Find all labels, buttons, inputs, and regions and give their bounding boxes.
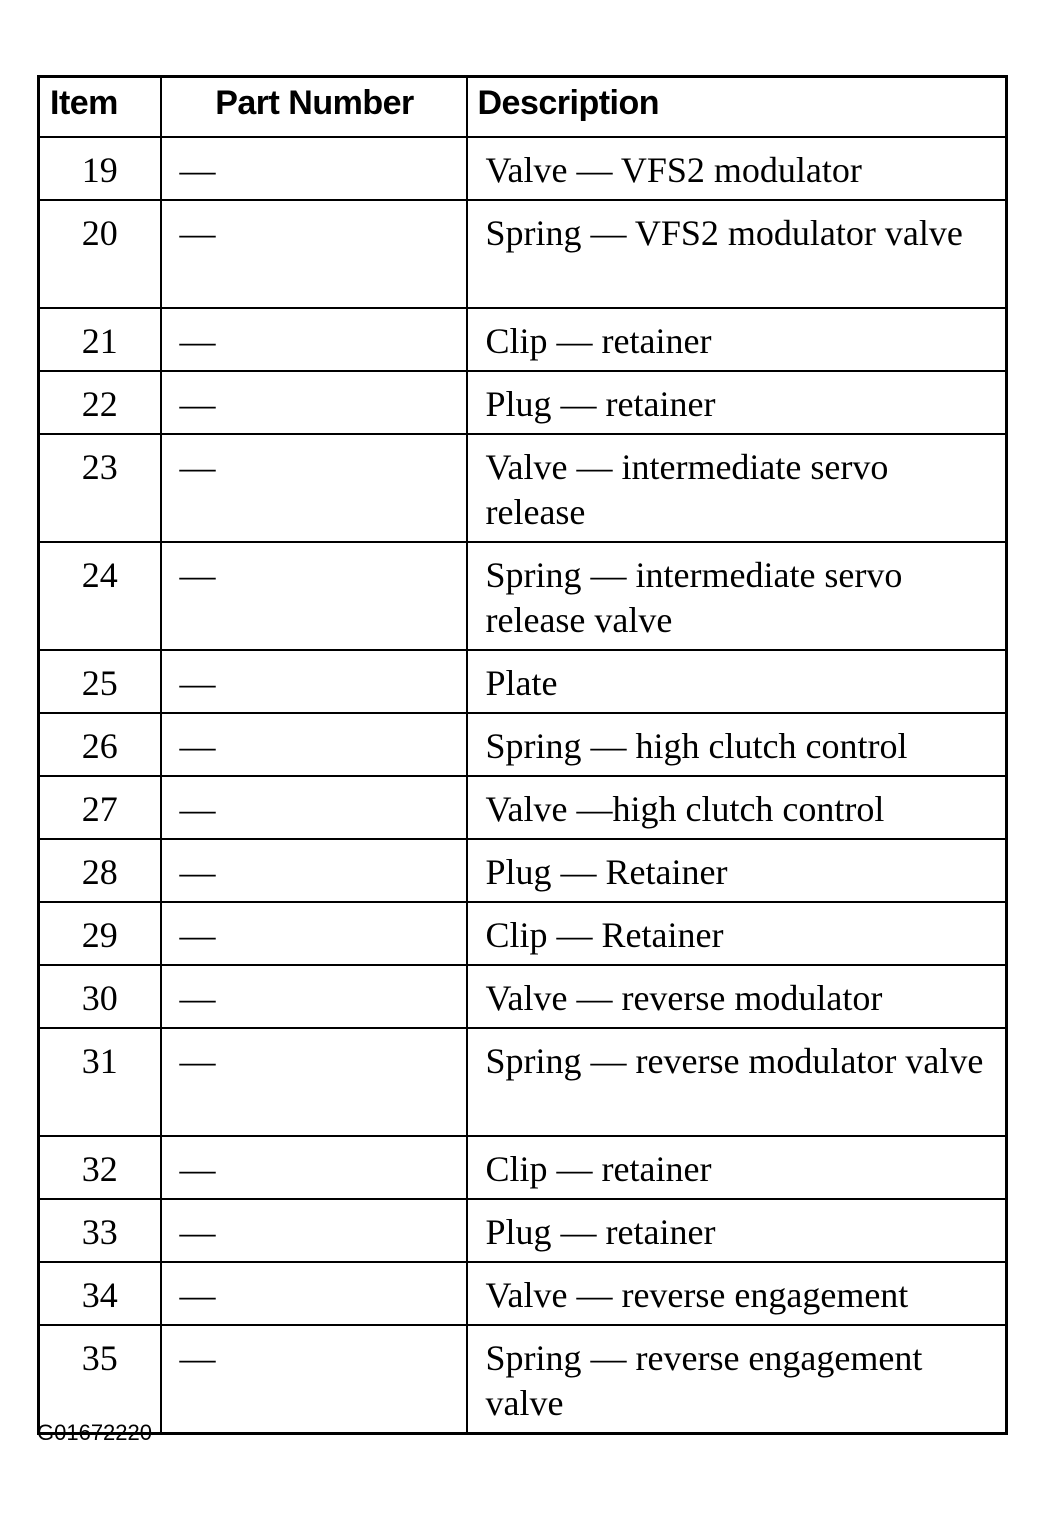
part-number: — — [161, 371, 467, 434]
part-description: Plug — retainer — [467, 371, 1007, 434]
part-description: Valve — reverse engagement — [467, 1262, 1007, 1325]
header-item: Item — [39, 77, 161, 138]
part-description: Clip — Retainer — [467, 902, 1007, 965]
table-row — [39, 839, 1007, 902]
table-row — [39, 1136, 1007, 1199]
part-description: Clip — retainer — [467, 1136, 1007, 1199]
parts-table — [37, 75, 1008, 1435]
part-description: Plug — retainer — [467, 1199, 1007, 1262]
item-number: 30 — [39, 965, 161, 1028]
item-number: 22 — [39, 371, 161, 434]
part-number: — — [161, 965, 467, 1028]
item-number: 28 — [39, 839, 161, 902]
part-description: Valve — reverse modulator — [467, 965, 1007, 1028]
part-description: Clip — retainer — [467, 308, 1007, 371]
header-row — [39, 77, 1007, 138]
table-row — [39, 1028, 1007, 1136]
part-number: — — [161, 902, 467, 965]
table-row — [39, 650, 1007, 713]
part-description: Valve — intermediate servo release — [467, 434, 1007, 542]
part-number: — — [161, 1199, 467, 1262]
part-description: Valve — VFS2 modulator — [467, 137, 1007, 200]
part-number: — — [161, 200, 467, 308]
part-description: Plug — Retainer — [467, 839, 1007, 902]
item-number: 27 — [39, 776, 161, 839]
table-row — [39, 965, 1007, 1028]
part-description: Spring — high clutch control — [467, 713, 1007, 776]
part-number: — — [161, 434, 467, 542]
table-row — [39, 1262, 1007, 1325]
table-row — [39, 713, 1007, 776]
header-part-number: Part Number — [161, 77, 467, 138]
part-description: Spring — VFS2 modulator valve — [467, 200, 1007, 308]
part-number: — — [161, 137, 467, 200]
part-description: Spring — reverse modulator valve — [467, 1028, 1007, 1136]
item-number: 33 — [39, 1199, 161, 1262]
table-row — [39, 200, 1007, 308]
table-row — [39, 434, 1007, 542]
item-number: 29 — [39, 902, 161, 965]
table-row — [39, 137, 1007, 200]
item-number: 34 — [39, 1262, 161, 1325]
item-number: 32 — [39, 1136, 161, 1199]
table-row — [39, 1199, 1007, 1262]
part-number: — — [161, 1028, 467, 1136]
item-number: 31 — [39, 1028, 161, 1136]
part-number: — — [161, 776, 467, 839]
figure-id: G01672220 — [37, 1420, 152, 1445]
item-number: 21 — [39, 308, 161, 371]
item-number: 19 — [39, 137, 161, 200]
item-number: 35 — [39, 1325, 161, 1434]
table-row — [39, 371, 1007, 434]
table-row — [39, 542, 1007, 650]
item-number: 20 — [39, 200, 161, 308]
part-number: — — [161, 839, 467, 902]
table-row — [39, 308, 1007, 371]
table-row — [39, 776, 1007, 839]
header-description: Description — [467, 77, 1007, 138]
table-row — [39, 902, 1007, 965]
item-number: 24 — [39, 542, 161, 650]
part-number: — — [161, 650, 467, 713]
item-number: 25 — [39, 650, 161, 713]
part-number: — — [161, 1136, 467, 1199]
part-number: — — [161, 542, 467, 650]
part-description: Valve —high clutch control — [467, 776, 1007, 839]
item-number: 26 — [39, 713, 161, 776]
table-row — [39, 1325, 1007, 1434]
item-number: 23 — [39, 434, 161, 542]
part-number: — — [161, 1325, 467, 1434]
part-number: — — [161, 1262, 467, 1325]
part-description: Spring — intermediate servo release valve — [467, 542, 1007, 650]
part-number: — — [161, 308, 467, 371]
part-number: — — [161, 713, 467, 776]
part-description: Plate — [467, 650, 1007, 713]
part-description: Spring — reverse engagement valve — [467, 1325, 1007, 1434]
